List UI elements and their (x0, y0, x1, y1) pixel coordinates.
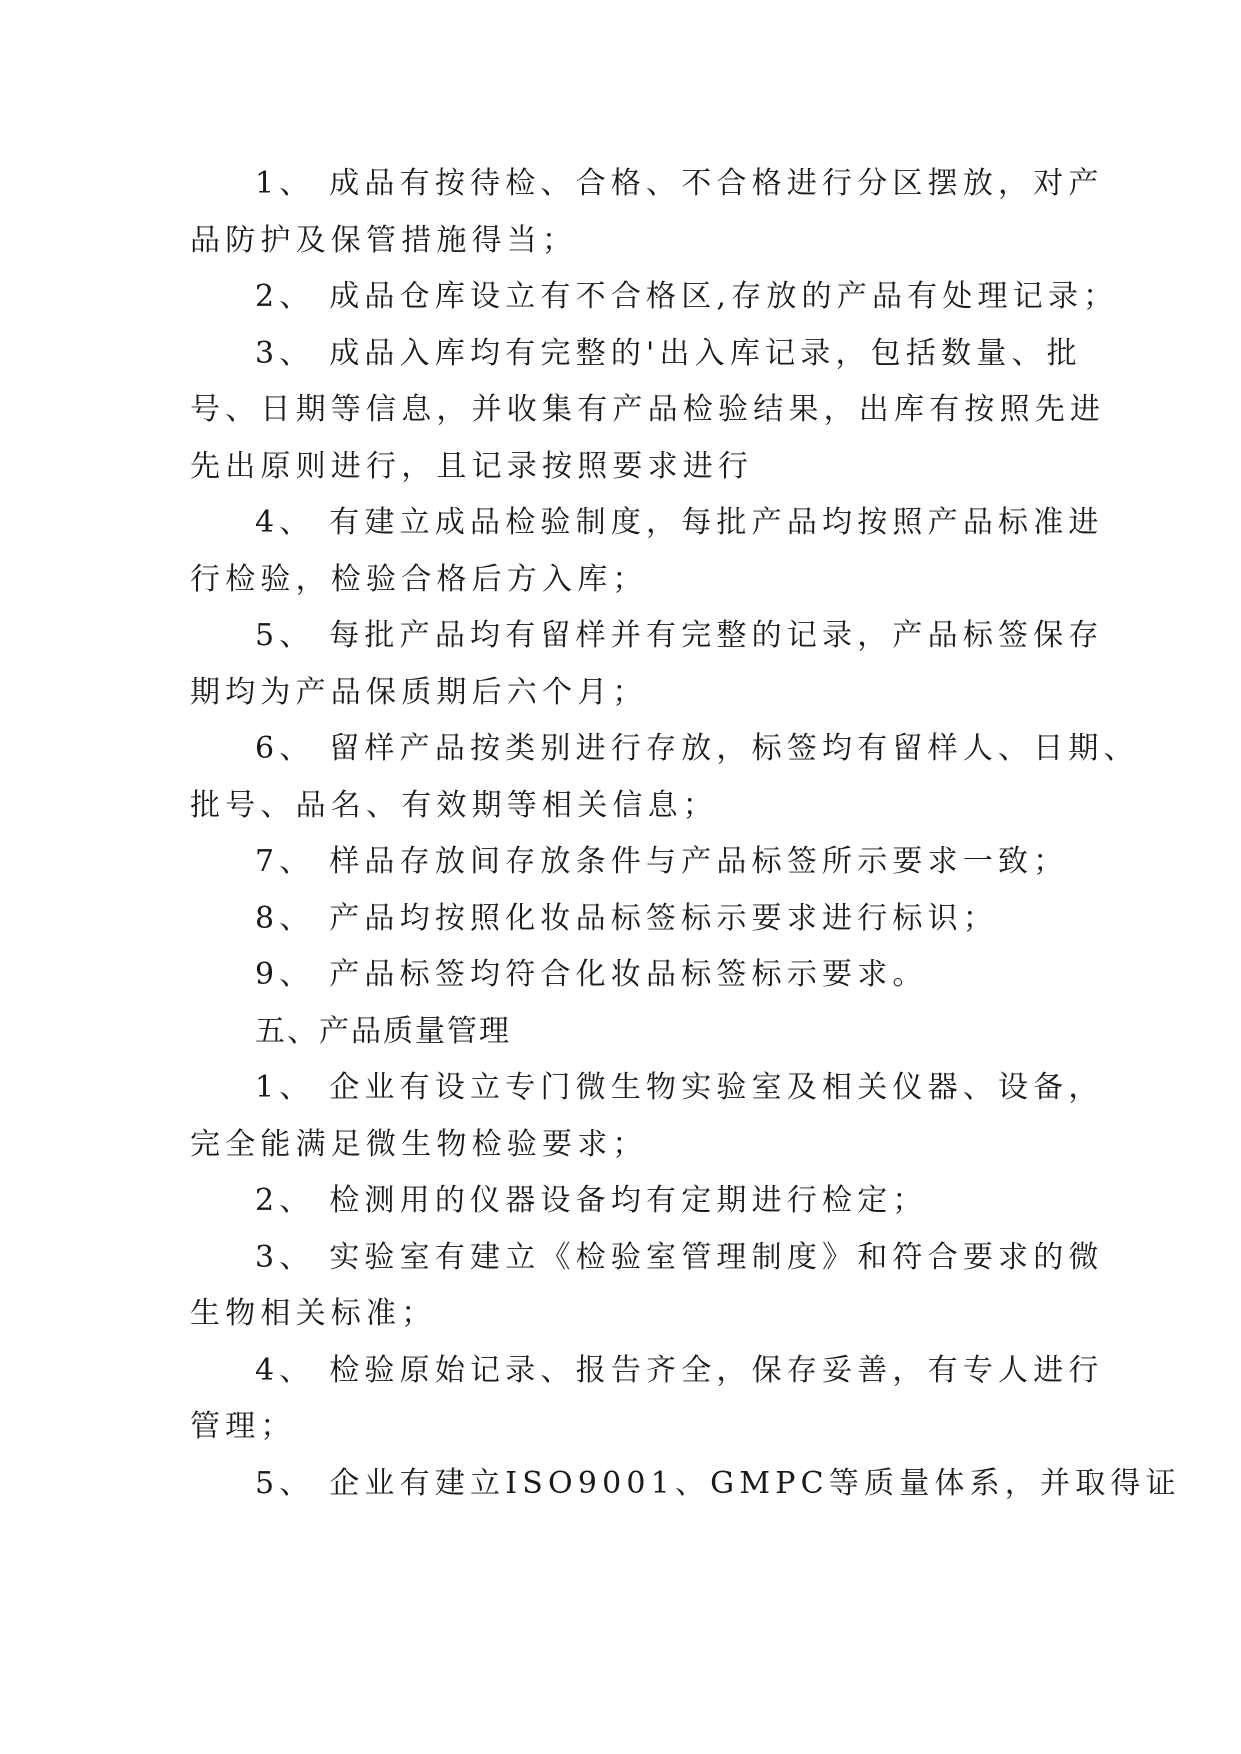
text-line: 4、 检验原始记录、报告齐全，保存妥善，有专人进行 (255, 1353, 1104, 1388)
text-line: 2、 成品仓库设立有不合格区,存放的产品有处理记录； (255, 279, 1119, 314)
text-line: 批号、品名、有效期等相关信息； (190, 788, 718, 823)
text-line: 3、 实验室有建立《检验室管理制度》和符合要求的微 (255, 1240, 1104, 1275)
text-line: 3、 成品入库均有完整的'出入库记录，包括数量、批 (255, 336, 1082, 371)
text-line: 2、 检测用的仪器设备均有定期进行检定； (255, 1183, 928, 1218)
text-line: 行检验，检验合格后方入库； (190, 562, 648, 597)
text-line: 期均为产品保质期后六个月； (190, 675, 648, 710)
text-line: 管理； (190, 1409, 296, 1444)
text-line: 8、 产品均按照化妆品标签标示要求进行标识； (255, 901, 999, 936)
text-line: 号、日期等信息，并收集有产品检验结果，出库有按照先进 (190, 392, 1106, 427)
text-line: 9、 产品标签均符合化妆品标签标示要求。 (255, 957, 928, 992)
text-line: 7、 样品存放间存放条件与产品标签所示要求一致； (255, 844, 1069, 879)
text-line: 5、 企业有建立ISO9001、GMPC等质量体系，并取得证 (255, 1466, 1181, 1501)
text-line: 先出原则进行，且记录按照要求进行 (190, 449, 754, 484)
section-heading: 五、产品质量管理 (255, 1014, 511, 1049)
text-line: 1、 企业有设立专门微生物实验室及相关仪器、设备， (255, 1070, 1104, 1105)
text-line: 完全能满足微生物检验要求； (190, 1127, 648, 1162)
text-line: 6、 留样产品按类别进行存放，标签均有留样人、日期、 (255, 731, 1139, 766)
text-line: 生物相关标准； (190, 1296, 437, 1331)
text-line: 4、 有建立成品检验制度，每批产品均按照产品标准进 (255, 505, 1104, 540)
text-line: 5、 每批产品均有留样并有完整的记录，产品标签保存 (255, 618, 1104, 653)
text-line: 1、 成品有按待检、合格、不合格进行分区摆放，对产 (255, 166, 1104, 201)
text-line: 品防护及保管措施得当； (190, 223, 578, 258)
